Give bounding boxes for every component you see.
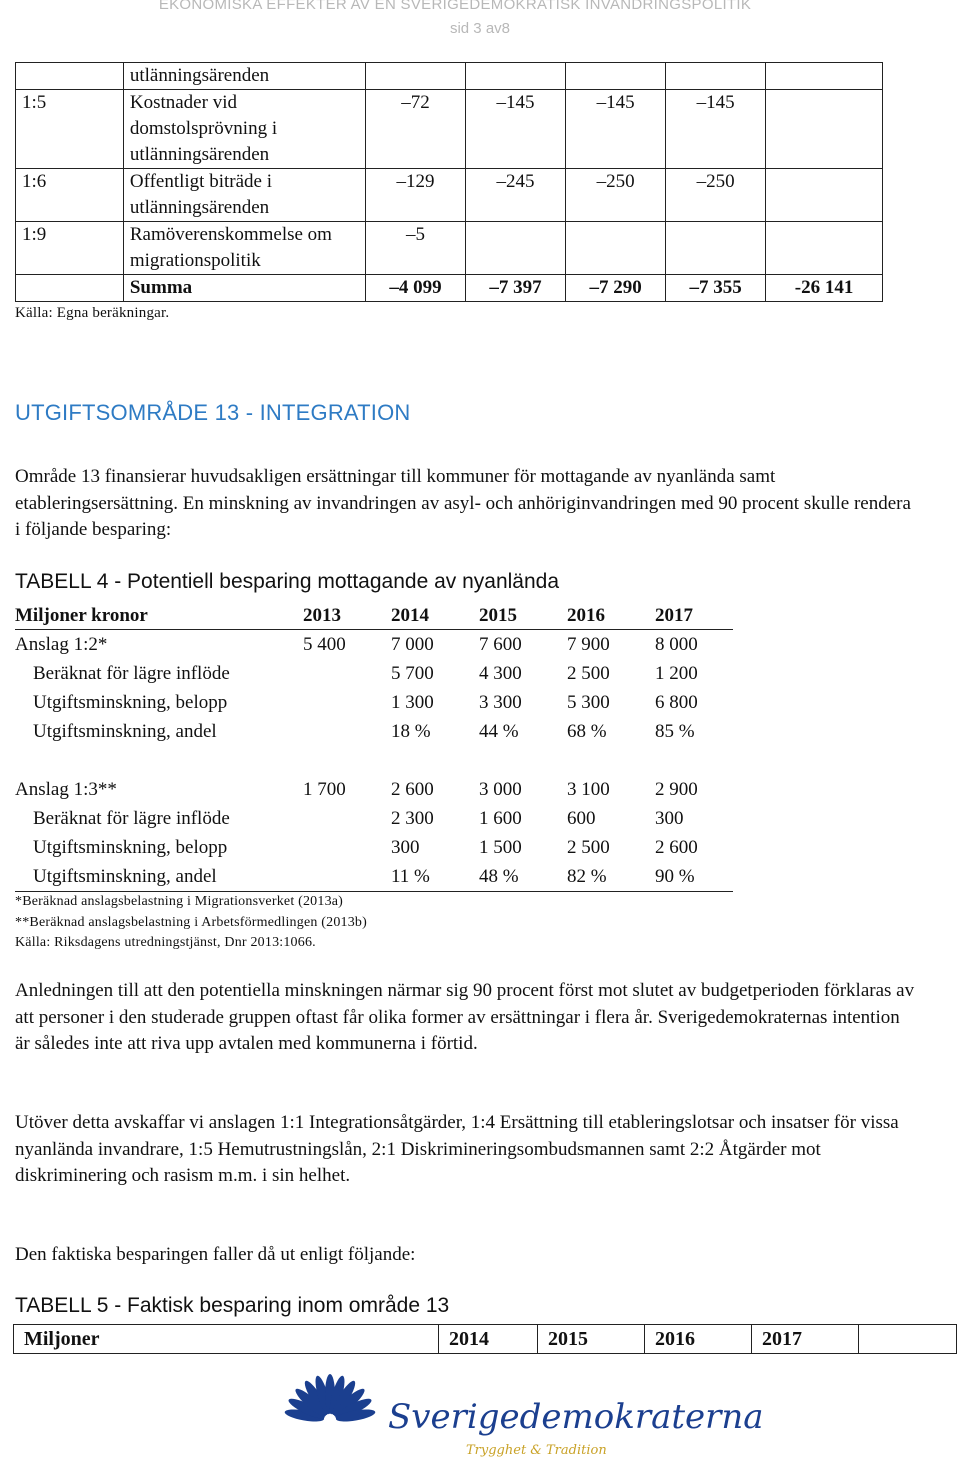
table4-cell: 6 800 [655, 692, 698, 713]
table4-row [15, 659, 733, 688]
table5 [13, 1324, 957, 1354]
table4-row [15, 804, 733, 833]
row-value [766, 63, 883, 90]
table4-cell: 1 500 [479, 837, 522, 858]
table4-cell: 5 700 [391, 663, 434, 684]
table5-header-cell: 2016 [645, 1325, 752, 1354]
table4-cell: 68 % [567, 721, 607, 742]
table4-cell: 2 500 [567, 837, 610, 858]
table4-cell: 18 % [391, 721, 431, 742]
table5-header-cell: 2015 [538, 1325, 645, 1354]
table4-cell: 11 % [391, 866, 430, 887]
row-code: 1:9 [16, 222, 124, 275]
row-code: 1:5 [16, 90, 124, 169]
table4-cell: 2 600 [391, 779, 434, 800]
row-value: ‒250 [666, 169, 766, 222]
row-value: ‒5 [365, 222, 465, 275]
row-value: ‒245 [466, 169, 566, 222]
row-value [766, 90, 883, 169]
table4-cell: 2 900 [655, 779, 698, 800]
table4 [15, 602, 733, 892]
table4-cell: 600 [567, 808, 596, 829]
table5-caption: TABELL 5 - Faktisk besparing inom område 13 [15, 1294, 450, 1317]
row-value: ‒4 099 [365, 275, 465, 302]
table4-row-label: Utgiftsminskning, andel [33, 866, 217, 887]
table4-caption: TABELL 4 - Potentiell besparing mottagande av nyanlända [15, 570, 560, 593]
table4-spacer [15, 746, 733, 775]
table4-cell: 90 % [655, 866, 695, 887]
table5-header-row [14, 1325, 957, 1354]
table4-header-cell: 2017 [655, 605, 693, 626]
row-value: ‒7 397 [466, 275, 566, 302]
table4-header-row [15, 602, 733, 630]
row-name: Ramöverenskommelse om migrationspolitik [123, 222, 365, 275]
table4-cell: 5 400 [303, 634, 346, 655]
cost-table-continuation [15, 62, 883, 302]
table4-cell: 3 100 [567, 779, 610, 800]
logo-tagline: Trygghet & Tradition [466, 1443, 607, 1458]
row-value: -26 141 [766, 275, 883, 302]
row-value [466, 63, 566, 90]
paragraph-explanation: Anledningen till att den potentiella minskningen närmar sig 90 procent först mot slutet av budgetperioden förklaras av att personer i den studerade gruppen oftast får olika former av ersättningar i flera år. Sverigedemokraternas intention är således inte att riva upp avtalen med kommunerna i förtid. [15, 980, 915, 1054]
paragraph-actual-savings-intro: Den faktiska besparingen faller då ut enligt följande: [15, 1244, 416, 1265]
table4-cell: 1 600 [479, 808, 522, 829]
table4-cell: 82 % [567, 866, 607, 887]
row-value [766, 222, 883, 275]
section-heading: UTGIFTSOMRÅDE 13 - INTEGRATION [15, 400, 411, 425]
table4-row-label: Beräknat för lägre inflöde [33, 663, 230, 684]
table4-cell: 1 700 [303, 779, 346, 800]
table4-header-cell: 2016 [567, 605, 605, 626]
table4-row [15, 833, 733, 862]
table4-cell: 8 000 [655, 634, 698, 655]
table4-header-cell: 2014 [391, 605, 429, 626]
table4-cell: 7 900 [567, 634, 610, 655]
row-name: Offentligt biträde i utlänningsärenden [123, 169, 365, 222]
table1-source: Källa: Egna beräkningar. [15, 305, 170, 321]
table4-row-label: Utgiftsminskning, belopp [33, 692, 228, 713]
row-value: ‒145 [566, 90, 666, 169]
row-value [766, 169, 883, 222]
row-value [666, 63, 766, 90]
table5-header-cell: 2017 [752, 1325, 859, 1354]
table4-cell: 1 300 [391, 692, 434, 713]
table4-cell: 48 % [479, 866, 519, 887]
logo-flower-icon [270, 1374, 764, 1463]
row-value [365, 63, 465, 90]
table4-row [15, 688, 733, 717]
running-header-title: EKONOMISKA EFFEKTER AV EN SVERIGEDEMOKRATISK INVANDRINGSPOLITIK [158, 0, 752, 13]
row-value [666, 222, 766, 275]
row-value [566, 63, 666, 90]
row-value: ‒145 [666, 90, 766, 169]
table-row-sum [16, 275, 883, 302]
logo-name: Sverigedemokraterna [388, 1397, 764, 1437]
table4-cell: 44 % [479, 721, 519, 742]
table4-cell: 300 [391, 837, 420, 858]
table4-header-cell: 2015 [479, 605, 517, 626]
table4-header-cell: 2013 [303, 605, 341, 626]
table4-row [15, 775, 733, 804]
row-value: ‒7 290 [566, 275, 666, 302]
row-name: Summa [123, 275, 365, 302]
table5-header-cell: Miljoner [14, 1325, 439, 1354]
row-name: Kostnader vid domstolsprövning i utlänningsärenden [123, 90, 365, 169]
row-value [466, 222, 566, 275]
table4-row-label: Beräknat för lägre inflöde [33, 808, 230, 829]
row-value: ‒145 [466, 90, 566, 169]
table4-row-label: Utgiftsminskning, belopp [33, 837, 228, 858]
table4-row [15, 717, 733, 746]
sverigedemokraterna-logo [270, 1374, 764, 1463]
table4-row [15, 862, 733, 892]
row-name: utlänningsärenden [123, 63, 365, 90]
page-number: sid 3 av8 [449, 20, 511, 37]
table4-cell: 85 % [655, 721, 695, 742]
table4-cell: 2 600 [655, 837, 698, 858]
table4-cell: 2 500 [567, 663, 610, 684]
table4-notes [15, 892, 367, 954]
table-row [16, 90, 883, 169]
table4-row-label: Anslag 1:2* [15, 634, 108, 655]
table4-row-label: Anslag 1:3** [15, 779, 117, 800]
table4-row-label: Utgiftsminskning, andel [33, 721, 217, 742]
row-code [16, 63, 124, 90]
row-code: 1:6 [16, 169, 124, 222]
row-code [16, 275, 124, 302]
row-value [566, 222, 666, 275]
table5-header-cell-empty [859, 1325, 957, 1354]
table4-note: **Beräknad anslagsbelastning i Arbetsförmedlingen (2013b) [15, 914, 367, 930]
table4-cell: 7 000 [391, 634, 434, 655]
table5-header-cell: 2014 [439, 1325, 538, 1354]
table4-cell: 5 300 [567, 692, 610, 713]
row-value: ‒129 [365, 169, 465, 222]
table4-cell: 4 300 [479, 663, 522, 684]
table-row [16, 169, 883, 222]
section-intro-paragraph: Område 13 finansierar huvudsakligen ersättningar till kommuner för mottagande av nyanlända samt etableringsersättning. En minskning av invandringen av asyl- och anhöriginvandringen med 90 procent skulle rendera i följande besparing: [15, 466, 911, 540]
table-row [16, 63, 883, 90]
table4-cell: 3 000 [479, 779, 522, 800]
row-value: ‒250 [566, 169, 666, 222]
paragraph-abolished-grants: Utöver detta avskaffar vi anslagen 1:1 Integrationsåtgärder, 1:4 Ersättning till etableringslotsar och insatser för vissa nyanlända invandrare, 1:5 Hemutrustningslån, 2:1 Diskrimineringsombudsmannen samt 2:2 Åtgärder mot diskriminering och rasism m.m. i sin helhet. [15, 1112, 899, 1186]
row-value: ‒7 355 [666, 275, 766, 302]
row-value: ‒72 [365, 90, 465, 169]
table4-cell: 2 300 [391, 808, 434, 829]
table4-row [15, 630, 733, 659]
table4-header-cell: Miljoner kronor [15, 605, 148, 626]
table4-source: Källa: Riksdagens utredningstjänst, Dnr 2013:1066. [15, 935, 316, 950]
table4-cell: 7 600 [479, 634, 522, 655]
table4-cell: 3 300 [479, 692, 522, 713]
table4-cell: 1 200 [655, 663, 698, 684]
table4-cell: 300 [655, 808, 684, 829]
table4-note: *Beräknad anslagsbelastning i Migrationsverket (2013a) [15, 894, 344, 909]
table-row [16, 222, 883, 275]
